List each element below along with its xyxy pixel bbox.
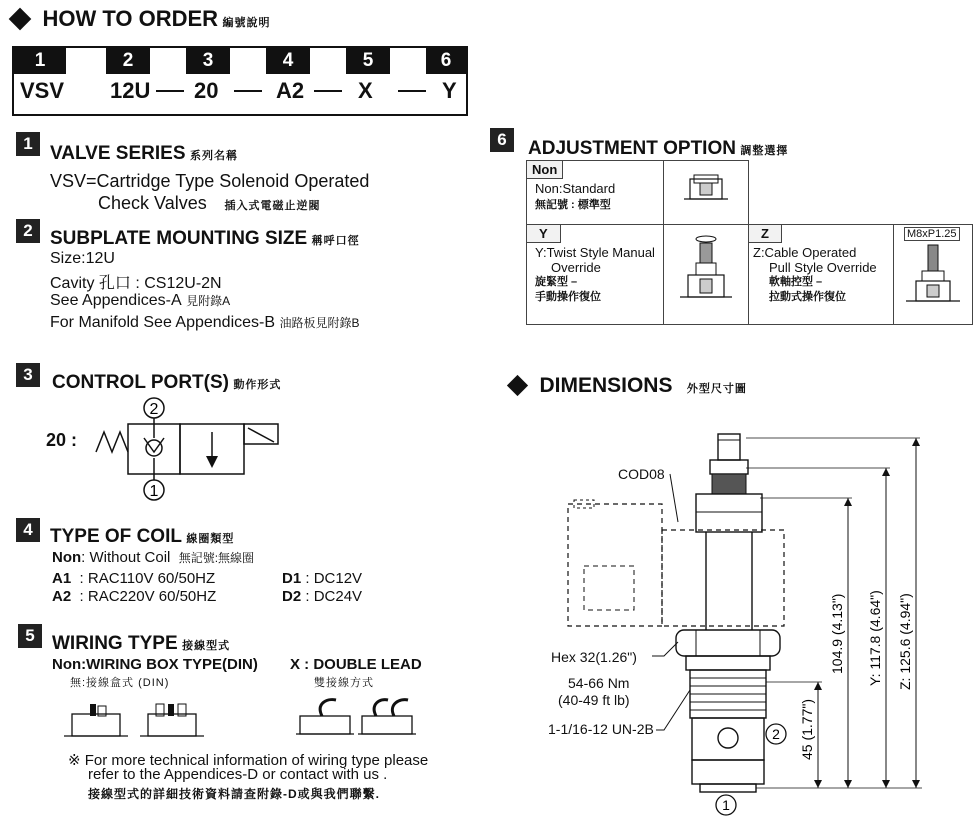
torque-label: 54-66 Nm xyxy=(568,675,630,691)
port-2-label: 2 xyxy=(149,401,159,418)
wiring-note-1: ※ For more technical information of wiring type please xyxy=(68,752,429,769)
diamond-icon xyxy=(507,375,528,396)
adj-non-label: Non xyxy=(526,160,563,179)
code-val-2: 12U xyxy=(110,78,151,103)
adj-non-zh: 無記號 : 標準型 xyxy=(535,199,611,211)
code-pos-5: 5 xyxy=(346,48,390,74)
appendix-a: See Appendices-A 見附錄A xyxy=(50,292,231,309)
port-1-label: 1 xyxy=(149,483,159,500)
page-title: HOW TO ORDER xyxy=(42,6,219,31)
coil-d2: D2 : DC24V xyxy=(282,588,363,605)
coil-a2: A2 : RAC220V 60/50HZ xyxy=(52,588,217,605)
standard-adjust-icon xyxy=(664,161,748,219)
cod-label: COD08 xyxy=(618,466,665,482)
adj-y-zh-2: 手動操作復位 xyxy=(535,291,601,303)
code-pos-1: 1 xyxy=(14,48,66,74)
hydraulic-symbol xyxy=(90,392,290,504)
code-pos-3: 3 xyxy=(186,48,230,74)
wiring-note-2: refer to the Appendices-D or contact with us . xyxy=(88,766,388,783)
section-6-number: 6 xyxy=(490,128,514,152)
adjustment-table xyxy=(526,160,973,325)
section-3-number: 3 xyxy=(16,363,40,387)
adj-y-label: Y xyxy=(526,224,561,243)
adj-z-zh-2: 拉動式操作復位 xyxy=(769,291,846,303)
dim-y-label: Y: 117.8 (4.64") xyxy=(867,590,883,686)
code-val-4: A2 xyxy=(276,78,305,103)
dim-104-label: 104.9 (4.13") xyxy=(829,593,845,674)
code-val-5: X xyxy=(358,78,373,103)
diamond-icon xyxy=(9,8,32,31)
hex-label: Hex 32(1.26") xyxy=(551,649,637,665)
code-val-6: Y xyxy=(442,78,457,103)
thread-label: M8xP1.25 xyxy=(904,227,960,241)
valve-series-desc: VSV=Cartridge Type Solenoid Operated xyxy=(50,171,370,191)
code-pos-4: 4 xyxy=(266,48,310,74)
section-1-title: VALVE SERIES 系列名稱 xyxy=(50,143,238,164)
double-lead-drawing xyxy=(296,694,426,750)
appendix-b: For Manifold See Appendices-B 油路板見附錄B xyxy=(50,314,360,331)
adj-non-drawing-cell xyxy=(664,161,749,225)
dim-z-label: Z: 125.6 (4.94") xyxy=(897,593,913,690)
valve-series-desc-2: Check Valves 插入式電磁止逆閥 xyxy=(98,193,321,213)
adj-non-text: Non:Standard xyxy=(535,181,616,196)
adj-y-zh: 旋緊型 – xyxy=(535,276,578,288)
adj-z-cell xyxy=(749,225,894,325)
code-pos-6: 6 xyxy=(426,48,466,74)
twist-override-icon xyxy=(664,225,748,319)
adj-y-cell xyxy=(527,225,664,325)
header xyxy=(12,6,271,32)
adj-y-text: Y:Twist Style Manual xyxy=(535,245,655,260)
din-connector-drawing xyxy=(64,700,234,750)
adj-non-cell xyxy=(527,161,664,225)
adj-z-text: Z:Cable Operated xyxy=(753,245,857,260)
control-code: 20 : xyxy=(46,430,78,450)
code-val-3: 20 xyxy=(194,78,219,103)
coil-none: Non: Without Coil 無記號:無線圈 xyxy=(52,549,255,566)
dimensions-header: DIMENSIONS 外型尺寸圖 xyxy=(510,374,747,398)
coil-d1: D1 : DC12V xyxy=(282,570,363,587)
adj-y-text-2: Override xyxy=(551,260,601,275)
page-subtitle: 編號說明 xyxy=(222,17,271,29)
torque-label-2: (40-49 ft lb) xyxy=(558,692,630,708)
section-2-title: SUBPLATE MOUNTING SIZE 稱呼口徑 xyxy=(50,228,360,249)
order-code-table xyxy=(12,46,468,116)
dim-45-label: 45 (1.77") xyxy=(799,698,815,760)
adj-z-label: Z xyxy=(748,224,782,243)
cavity-text: Cavity 孔口 : CS12U-2N xyxy=(50,275,222,292)
section-4-title: TYPE OF COIL 線圈類型 xyxy=(50,526,235,547)
size-text: Size:12U xyxy=(50,250,115,267)
section-5-title: WIRING TYPE 接線型式 xyxy=(52,633,231,654)
wiring-din: Non:WIRING BOX TYPE(DIN) xyxy=(52,656,258,673)
code-val-1: VSV xyxy=(20,78,65,103)
adj-z-drawing-cell xyxy=(894,225,973,325)
code-pos-2: 2 xyxy=(106,48,150,74)
wiring-double-zh: 雙接線方式 xyxy=(314,677,374,689)
thread-spec-label: 1-1/16-12 UN-2B xyxy=(548,721,654,737)
section-2-number: 2 xyxy=(16,219,40,243)
section-5-number: 5 xyxy=(18,624,42,648)
section-6-title: ADJUSTMENT OPTION 調整選擇 xyxy=(528,138,789,159)
valve-dimension-drawing xyxy=(540,430,970,820)
adj-z-text-2: Pull Style Override xyxy=(769,260,877,275)
adj-y-drawing-cell xyxy=(664,225,749,325)
section-3-title: CONTROL PORT(S) 動作形式 xyxy=(52,372,282,393)
coil-a1: A1 : RAC110V 60/50HZ xyxy=(52,570,216,587)
wiring-double: X : DOUBLE LEAD xyxy=(290,656,422,673)
wiring-din-zh: 無:接線盒式 (DIN) xyxy=(70,677,170,689)
wiring-note-3: 接線型式的詳細技術資料請查附錄-D或與我們聯繫. xyxy=(88,787,380,801)
adj-z-zh: 軟軸控型 – xyxy=(769,276,823,288)
section-1-number: 1 xyxy=(16,132,40,156)
dim-port-2-label: 2 xyxy=(772,726,780,742)
dim-port-1-label: 1 xyxy=(722,797,730,813)
section-4-number: 4 xyxy=(16,518,40,542)
